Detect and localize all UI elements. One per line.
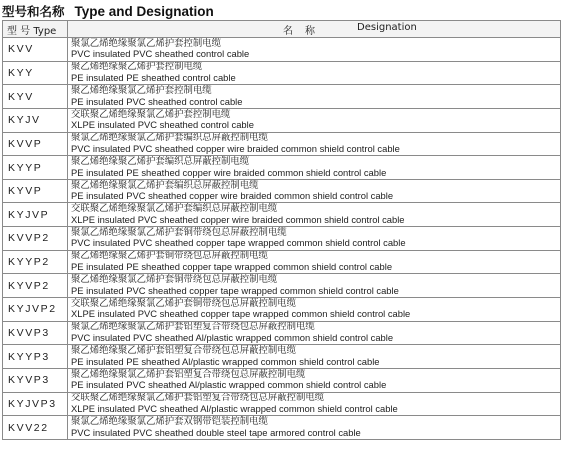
designation-chinese: 聚氯乙烯绝缘聚氯乙烯护套控制电缆 xyxy=(71,37,222,49)
designation-cell xyxy=(68,250,561,274)
designation-chinese: 交联聚乙烯绝缘聚氯乙烯护套铝塑复合带绕包总屏蔽控制电缆 xyxy=(71,392,325,404)
designation-chinese: 聚氯乙烯绝缘聚氯乙烯护套双钢带铠装控制电缆 xyxy=(71,415,268,427)
designation-cell xyxy=(68,298,561,322)
type-code-cell: KYJVP3 xyxy=(3,392,68,416)
designation-chinese: 聚乙烯绝缘聚乙烯护套铝塑复合带绕包总屏蔽控制电缆 xyxy=(71,345,297,357)
designation-cell xyxy=(68,108,561,132)
designation-chinese: 聚乙烯绝缘聚氯乙烯护套控制电缆 xyxy=(71,85,212,96)
table-row xyxy=(3,274,561,298)
table-row xyxy=(3,227,561,251)
table-row xyxy=(3,345,561,369)
designation-chinese: 交联聚乙烯绝缘聚氯乙烯护套编织总屏蔽控制电缆 xyxy=(71,203,278,215)
type-designation-table xyxy=(2,20,561,440)
designation-chinese: 聚氯乙烯绝缘聚氯乙烯护套铝塑复合带绕包总屏蔽控制电缆 xyxy=(71,321,315,333)
type-code-cell: KYY xyxy=(3,61,68,85)
table-row xyxy=(3,203,561,227)
designation-cell xyxy=(68,61,561,85)
type-code-cell: KYVP3 xyxy=(3,368,68,392)
designation-english: PE insulated PE sheathed control cable xyxy=(71,71,236,83)
table-row xyxy=(3,298,561,322)
designation-english: PVC insulated PVC sheathed double steel tape armored control cable xyxy=(71,426,361,438)
designation-header-english: Designation xyxy=(357,21,417,33)
designation-header-chinese: 名称 xyxy=(283,25,327,37)
table-row xyxy=(3,61,561,85)
designation-chinese: 交联聚乙烯绝缘聚氯乙烯护套控制电缆 xyxy=(71,108,231,120)
designation-chinese: 聚乙烯绝缘聚氯乙烯护套编织总屏蔽控制电缆 xyxy=(71,179,259,191)
designation-english: PE insulated PE sheathed copper wire braided common shield control cable xyxy=(71,166,387,178)
designation-cell xyxy=(68,227,561,251)
designation-english: PE insulated PVC sheathed control cable xyxy=(71,95,243,107)
type-code-cell: KVV22 xyxy=(3,416,68,440)
table-row xyxy=(3,321,561,345)
table-body xyxy=(3,38,561,440)
type-column-header: 型 号 Type xyxy=(3,21,68,38)
designation-english: PVC insulated PVC sheathed copper tape wrapped common shield control cable xyxy=(71,237,406,249)
type-code-cell: KYVP2 xyxy=(3,274,68,298)
table-row xyxy=(3,392,561,416)
designation-english: PE insulated PE sheathed copper tape wrapped common shield control cable xyxy=(71,261,393,273)
table-row xyxy=(3,108,561,132)
designation-english: PE insulated PE sheathed Al/plastic wrapped common shield control cable xyxy=(71,355,380,367)
designation-english: XLPE insulated PVC sheathed copper tape wrapped common shield control cable xyxy=(71,308,411,320)
designation-cell xyxy=(68,392,561,416)
designation-cell xyxy=(68,179,561,203)
designation-english: PVC insulated PVC sheathed Al/plastic wrapped common shield control cable xyxy=(71,332,394,343)
designation-chinese: 聚乙烯绝缘聚氯乙烯护套铜带绕包总屏蔽控制电缆 xyxy=(71,274,278,286)
designation-cell xyxy=(68,368,561,392)
designation-chinese: 聚氯乙烯绝缘聚氯乙烯护套编织总屏蔽控制电缆 xyxy=(71,132,268,144)
type-code-cell: KYV xyxy=(3,85,68,109)
designation-chinese: 聚乙烯绝缘聚乙烯护套铜带绕包总屏蔽控制电缆 xyxy=(71,250,268,262)
designation-cell xyxy=(68,85,561,109)
type-code-cell: KVVP2 xyxy=(3,227,68,251)
designation-chinese: 聚氯乙烯绝缘聚氯乙烯护套铜带绕包总屏蔽控制电缆 xyxy=(71,226,287,238)
type-code-cell: KVV xyxy=(3,38,68,62)
designation-english: PVC insulated PVC sheathed control cable xyxy=(71,48,250,60)
table-row xyxy=(3,85,561,109)
table-row xyxy=(3,38,561,62)
table-row xyxy=(3,250,561,274)
type-code-cell: KYYP2 xyxy=(3,250,68,274)
type-code-cell: KVVP3 xyxy=(3,321,68,345)
designation-english: XLPE insulated PVC sheathed copper wire braided common shield control cable xyxy=(71,213,405,225)
page-title xyxy=(2,2,214,20)
table-row xyxy=(3,416,561,440)
designation-cell xyxy=(68,38,561,62)
table-header-row xyxy=(3,21,561,38)
designation-english: PVC insulated PVC sheathed copper wire braided common shield control cable xyxy=(71,142,400,154)
type-code-cell: KYYP xyxy=(3,156,68,180)
designation-english: PE insulated PVC sheathed copper tape wrapped common shield control cable xyxy=(71,284,399,296)
table-row xyxy=(3,156,561,180)
designation-chinese: 聚乙烯绝缘聚乙烯护套控制电缆 xyxy=(71,61,203,73)
type-code-cell: KYJVP2 xyxy=(3,298,68,322)
designation-cell xyxy=(68,274,561,298)
type-code-cell: KYVP xyxy=(3,179,68,203)
title-chinese: 型号和名称 xyxy=(2,4,65,19)
designation-english: PE insulated PVC sheathed Al/plastic wrapped common shield control cable xyxy=(71,379,387,391)
title-english: Type and Designation xyxy=(74,3,214,19)
designation-cell xyxy=(68,156,561,180)
designation-chinese: 交联聚乙烯绝缘聚氯乙烯护套铜带绕包总屏蔽控制电缆 xyxy=(71,297,297,309)
designation-english: PE insulated PVC sheathed copper wire braided common shield control cable xyxy=(71,190,394,202)
table-row xyxy=(3,179,561,203)
designation-chinese: 聚乙烯绝缘聚乙烯护套编织总屏蔽控制电缆 xyxy=(71,155,250,167)
designation-cell xyxy=(68,416,561,440)
designation-cell xyxy=(68,345,561,369)
type-code-cell: KYJV xyxy=(3,108,68,132)
designation-column-header xyxy=(68,21,561,38)
designation-english: XLPE insulated PVC sheathed Al/plastic wrapped common shield control cable xyxy=(71,402,398,414)
type-code-cell: KYJVP xyxy=(3,203,68,227)
designation-cell xyxy=(68,132,561,156)
type-code-cell: KVVP xyxy=(3,132,68,156)
designation-cell xyxy=(68,321,561,345)
table-row xyxy=(3,132,561,156)
designation-english: XLPE insulated PVC sheathed control cable xyxy=(71,119,254,131)
designation-chinese: 聚乙烯绝缘聚氯乙烯护套铝塑复合带绕包总屏蔽控制电缆 xyxy=(71,368,306,380)
designation-cell xyxy=(68,203,561,227)
table-row xyxy=(3,368,561,392)
type-code-cell: KYYP3 xyxy=(3,345,68,369)
